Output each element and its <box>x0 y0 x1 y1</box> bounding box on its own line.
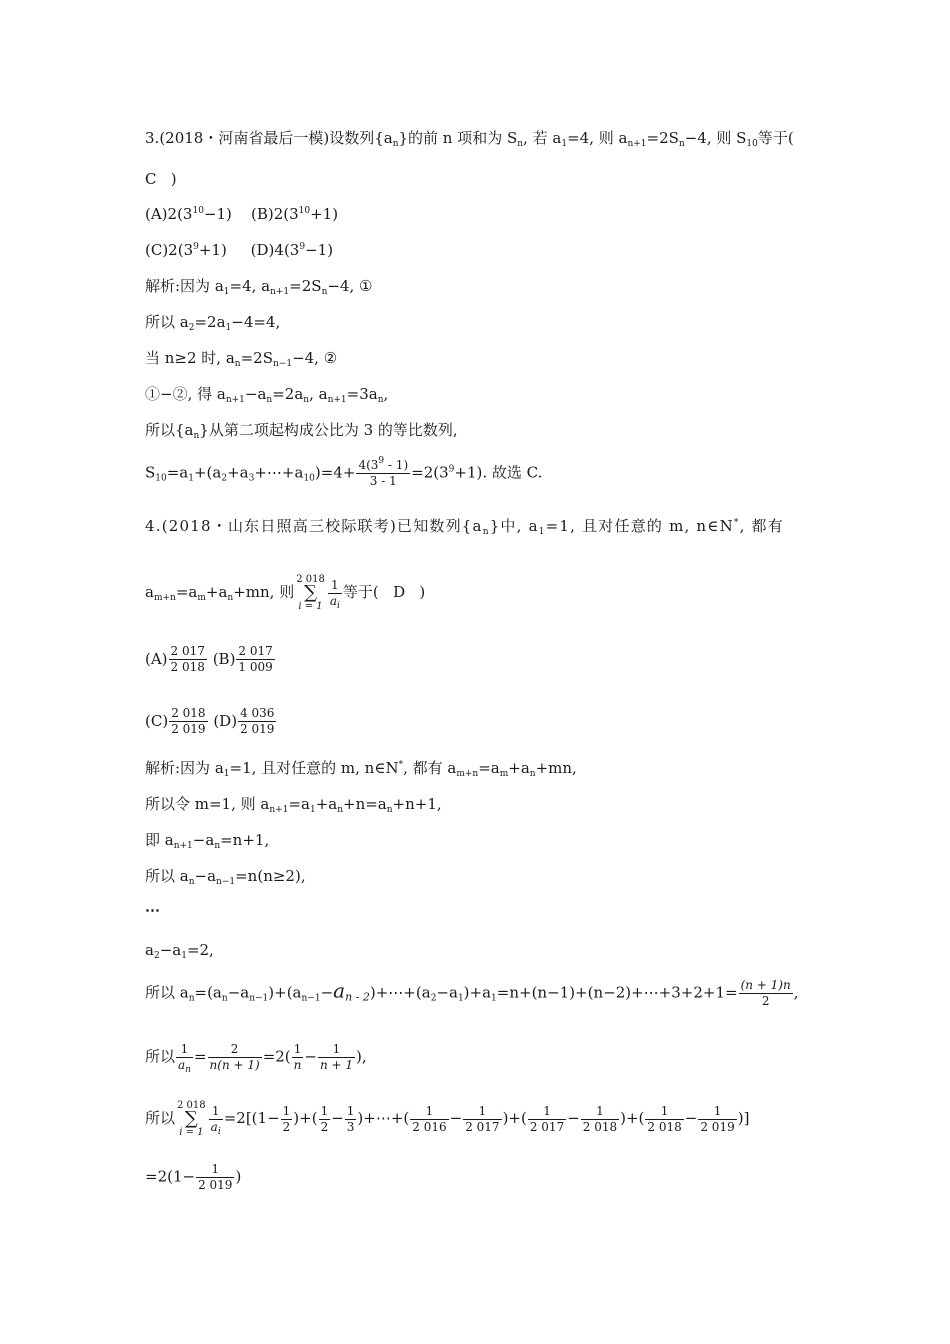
q4-stem-line-1: 4.(2018・山东日照高三校际联考)已知数列$\{a_n\}$中, $a_1=1$, 且对任意的 m, n∈N*, 都有 <box>145 517 784 537</box>
q4-solution-line-2: 所以令 m=1, 则 $a_{n+1}=a_1+a_n+n=a_n+n+1$, <box>145 795 442 815</box>
fraction: $\frac{1}{2 018}$ <box>582 1103 618 1134</box>
fraction: $\frac{2}{n(n + 1)}$ <box>209 1042 260 1072</box>
q3-solution-line-3: 当 n≥2 时, $a_n=2S_{n-1}-4$, ② <box>145 349 338 369</box>
q3-source: (2018・河南省最后一模) <box>159 129 330 147</box>
q4-solution-line-9: =2(1− $\frac{1}{2 019}$ ) <box>145 1162 242 1192</box>
q3-solution-line-6: $S_{10}=a_1+(a_2+a_3+\cdots+a_{10})=4+$ $\frac{4(3^9 - 1)}{3 - 1}$ $=2(3^9+1)$. 故选 C. <box>145 456 543 488</box>
q3-solution-line-4: ①−②, 得 $a_{n+1}-a_n=2a_n$, $a_{n+1}=3a_n$, <box>145 385 389 405</box>
fraction: $\frac{1}{a_i}$ <box>329 577 340 611</box>
fraction: $\frac{1}{n}$ <box>293 1042 302 1072</box>
fraction: $\frac{1}{3}$ <box>346 1103 355 1134</box>
q4-source: (2018・山东日照高三校际联考) <box>161 517 397 535</box>
q4-ellipsis: ⋯ <box>145 901 160 919</box>
fraction: $\frac{1}{n + 1}$ <box>319 1042 354 1072</box>
q3-solution-line-5: 所以$\{a_n\}$从第二项起构成公比为 3 的等比数列, <box>145 421 458 441</box>
fraction: $\frac{(n + 1)n}{2}$ <box>740 978 791 1008</box>
q4-solution-line-7: 所以 $\frac{1}{a_n}$ = $\frac{2}{n(n + 1)}$ =2( $\frac{1}{n}$ − $\frac{1}{n + 1}$ ), <box>145 1042 367 1075</box>
fraction: $\frac{1}{2 017}$ <box>465 1103 500 1134</box>
q3-answer: C <box>145 170 157 188</box>
q3-option-c: $(C)2(3^9+1)$ <box>145 241 227 259</box>
q4-options-ab <box>145 644 276 675</box>
fraction: $\frac{1}{2 016}$ <box>412 1103 447 1134</box>
q4-stem-line-2: $a_{m+n}=a_m+a_n+mn$, 则2 018 ∑ i = 1 $\frac{1}{a_i}$ 等于( D ) <box>145 574 426 612</box>
fraction: $\frac{1}{a_i}$ <box>210 1103 221 1137</box>
fraction: $\frac{1}{2 019}$ <box>700 1103 735 1134</box>
q3-options-cd <box>145 240 333 260</box>
q4-options-cd <box>145 706 277 737</box>
q3-option-b: $(B)2(3^{10}+1)$ <box>250 205 339 223</box>
fraction: $\frac{1}{a_n}$ <box>178 1042 191 1075</box>
q3-options-ab <box>145 204 338 224</box>
q4-option-c: (C) $\frac{2 018}{2 019}$ <box>145 706 206 736</box>
q4-answer: D <box>393 583 406 601</box>
q4-solution-line-3: 即 $a_{n+1}-a_n=n+1$, <box>145 831 270 851</box>
fraction: $\frac{4(3^9 - 1)}{3 - 1}$ <box>358 456 409 488</box>
fraction: $\frac{1}{2 019}$ <box>198 1162 233 1192</box>
fraction: $\frac{1}{2 017}$ <box>529 1103 565 1134</box>
fraction: $\frac{1}{2 018}$ <box>647 1103 682 1134</box>
fraction: $\frac{1}{2}$ <box>320 1103 329 1134</box>
q3-option-d: $(D)4(3^9-1)$ <box>250 241 334 259</box>
q4-option-b: (B) $\frac{2 017}{1 009}$ <box>212 644 273 674</box>
summation: 2 018 ∑ i = 1 <box>177 1100 206 1138</box>
q3-stem-line: 3.(2018・河南省最后一模)设数列$\{a_n\}$的前 n 项和为 $S_n$, 若 $a_1=4$, 则 $a_{n+1}=2S_n-4$, 则 $S_{10}$等于( <box>145 129 794 149</box>
q4-solution-line-4: 所以 $a_n-a_{n-1}=n(n\ge 2)$, <box>145 867 306 887</box>
q3-answer-line: C ) <box>145 170 177 188</box>
summation: 2 018 ∑ i = 1 <box>296 574 325 612</box>
q4-solution-line-5: $a_2-a_1=2$, <box>145 941 214 961</box>
q3-solution-line-1: 解析:因为 $a_1=4$, $a_{n+1}=2S_n-4$, ① <box>145 277 373 297</box>
q4-solution-line-6: 所以 $a_n=(a_n-a_{n-1})+(a_{n-1}-a_{n - 2})+\cdots+(a_2-a_1)+a_1=n+(n-1)+(n-2)+\cdots+3+2+1=$ $\frac{(n + 1)n}{2}$ , <box>145 978 799 1008</box>
q4-option-d: (D) $\frac{4 036}{2 019}$ <box>213 706 275 736</box>
fraction: $\frac{1}{2}$ <box>282 1103 291 1134</box>
q4-solution-line-1: 解析:因为 $a_1=1$, 且对任意的 m, n∈N*, 都有 $a_{m+n}=a_m+a_n+mn$, <box>145 759 577 779</box>
q3-solution-line-2: 所以 $a_2=2a_1-4=4$, <box>145 313 281 333</box>
q3-option-a: $(A)2(3^{10}-1)$ <box>145 205 232 223</box>
q4-solution-line-8: 所以2 018 ∑ i = 1 $\frac{1}{a_i}$ =2[(1− $\frac{1}{2}$ )+( $\frac{1}{2}$ − $\frac{1}{3}$ )+⋯+( $\frac{1}{2 016}$ − $\frac{1}{2 017}$ )+( $\frac{1}{2 017}$ − $\frac{1}{2 018}$ )+( $\frac{1}{2 018}$ − $\frac{1}{2 019}$ )] <box>145 1100 750 1138</box>
q4-option-a: (A) $\frac{2 017}{2 018}$ <box>145 644 205 674</box>
